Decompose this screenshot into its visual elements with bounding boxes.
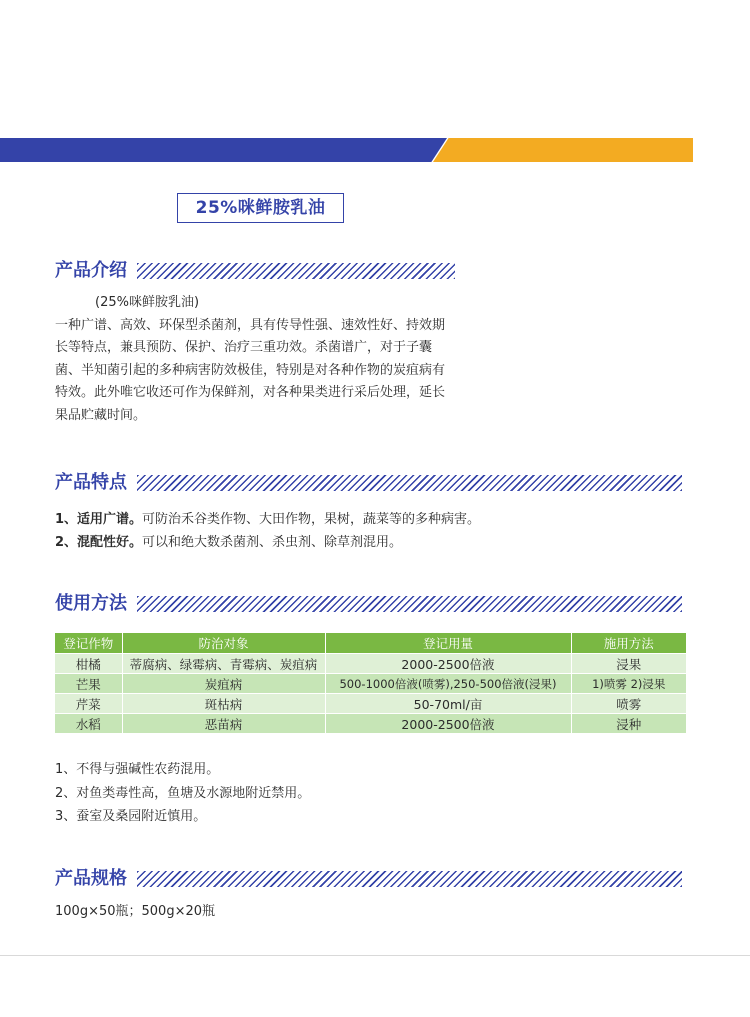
hatch-divider (137, 871, 682, 887)
table-cell: 50-70ml/亩 (325, 694, 571, 714)
table-cell: 芹菜 (55, 694, 122, 714)
spec-heading-label: 产品规格 (55, 868, 127, 889)
table-cell: 浸种 (571, 714, 686, 734)
table-cell: 柑橘 (55, 654, 122, 674)
column-header: 防治对象 (122, 633, 325, 654)
usage-section-heading (55, 593, 682, 615)
hatch-divider (137, 596, 682, 612)
table-cell: 芒果 (55, 674, 122, 694)
intro-line: 菌、半知菌引起的多种病害防效极佳，特别是对各种作物的炭疽病有 (55, 362, 446, 378)
column-header: 登记用量 (325, 633, 571, 654)
column-header: 施用方法 (571, 633, 686, 654)
table-cell: 炭疽病 (122, 674, 325, 694)
page-divider (0, 955, 750, 956)
header-banner (0, 138, 693, 162)
product-title: 25%咪鲜胺乳油 (177, 193, 344, 223)
table-cell: 2000-2500倍液 (325, 714, 571, 734)
intro-text (55, 292, 475, 427)
table-row (55, 714, 686, 734)
table-cell: 喷雾 (571, 694, 686, 714)
feature-item-text: 可防治禾谷类作物、大田作物，果树，蔬菜等的多种病害。 (142, 512, 481, 527)
table-cell: 水稻 (55, 714, 122, 734)
feature-item (55, 531, 480, 554)
note-item: 1、不得与强碱性农药混用。 (55, 762, 220, 777)
usage-heading-label: 使用方法 (55, 593, 127, 614)
table-cell: 500-1000倍液(喷雾),250-500倍液(浸果) (325, 674, 571, 694)
note-item: 2、对鱼类毒性高，鱼塘及水源地附近禁用。 (55, 785, 311, 801)
hatch-divider (137, 263, 455, 279)
features-heading-label: 产品特点 (55, 472, 127, 493)
feature-item-title: 1、适用广谱。 (55, 512, 143, 527)
features-list (55, 508, 480, 554)
table-row (55, 674, 686, 694)
table-cell: 浸果 (571, 654, 686, 674)
table-row (55, 654, 686, 674)
table-cell: 1)喷雾 2)浸果 (571, 674, 686, 694)
table-header-row (55, 633, 686, 654)
usage-table (55, 633, 686, 733)
hatch-divider (137, 475, 682, 491)
intro-heading-label: 产品介绍 (55, 260, 127, 281)
banner-orange-stripe (433, 138, 693, 162)
feature-item-text: 可以和绝大数杀菌剂、杀虫剂、除草剂混用。 (142, 535, 403, 550)
intro-line: 果品贮藏时间。 (55, 407, 147, 423)
spec-section-heading (55, 868, 682, 890)
table-cell: 恶苗病 (122, 714, 325, 734)
table-cell: 蒂腐病、绿霉病、青霉病、炭疽病 (122, 654, 325, 674)
spec-text: 100g×50瓶；500g×20瓶 (55, 904, 215, 919)
usage-notes (55, 758, 310, 829)
table-row (55, 694, 686, 714)
feature-item (55, 508, 480, 531)
intro-section-heading (55, 260, 455, 282)
intro-line: 一种广谱、高效、环保型杀菌剂，具有传导性强、速效性好、持效期 (55, 317, 446, 333)
note-item: 3、蚕室及桑园附近慎用。 (55, 809, 207, 824)
banner-blue-stripe (0, 138, 447, 162)
intro-subtitle: (25%咪鲜胺乳油) (95, 295, 200, 310)
column-header: 登记作物 (55, 633, 122, 654)
table-cell: 斑枯病 (122, 694, 325, 714)
features-section-heading (55, 472, 682, 494)
table-cell: 2000-2500倍液 (325, 654, 571, 674)
intro-line: 特效。此外唯它收还可作为保鲜剂，对各种果类进行采后处理，延长 (55, 385, 446, 400)
feature-item-title: 2、混配性好。 (55, 535, 143, 550)
intro-line: 长等特点，兼具预防、保护、治疗三重功效。杀菌谱广，对于子囊 (55, 340, 433, 355)
